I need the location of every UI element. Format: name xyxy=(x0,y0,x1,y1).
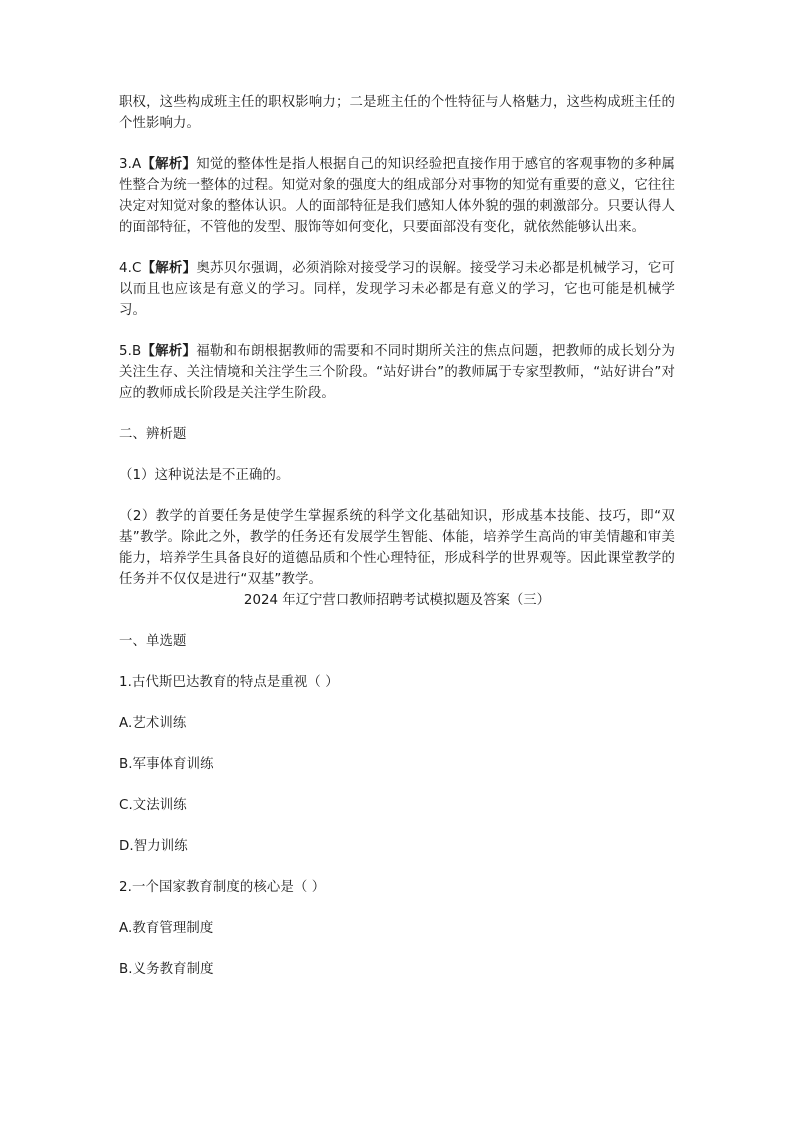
document-content xyxy=(119,92,675,980)
answer-4-explanation xyxy=(119,258,675,321)
exam-title: 2024 年辽宁营口教师招聘考试模拟题及答案（三） xyxy=(243,593,551,608)
section-heading-analysis: 二、辨析题 xyxy=(119,427,187,442)
question-2-option-b: B.义务教育制度 xyxy=(119,962,214,977)
question-2-option-a: A.教育管理制度 xyxy=(119,921,214,936)
question-1-option-a: A.艺术训练 xyxy=(119,716,187,731)
question-2-stem: 2.一个国家教育制度的核心是（ ） xyxy=(119,880,326,895)
answer-5-number: 5.B xyxy=(119,344,142,359)
answer-3-number: 3.A xyxy=(119,157,142,172)
question-1-option-b: B.军事体育训练 xyxy=(119,757,214,772)
analysis-point-2: （2）教学的首要任务是使学生掌握系统的科学文化基础知识，形成基本技能、技巧，即“双基”教学。除此之外，教学的任务还有发展学生智能、体能，培养学生高尚的审美情趣和审美能力，培养学生具备良好的道德品质和个性心理特征，形成科学的世界观等。因此课堂教学的任务并不仅仅是进行“双基”教学。 xyxy=(119,509,675,587)
answer-5-explanation xyxy=(119,341,675,404)
answer-3-tag: 【解析】 xyxy=(141,157,197,172)
answer-4-text: 奥苏贝尔强调，必须消除对接受学习的误解。接受学习未必都是机械学习，它可以而且也应该是有意义的学习。同样，发现学习未必都是有意义的学习，它也可能是机械学习。 xyxy=(119,261,675,318)
question-1-option-d: D.智力训练 xyxy=(119,839,188,854)
answer-4-tag: 【解析】 xyxy=(141,261,197,276)
section-heading-single-choice: 一、单选题 xyxy=(119,634,187,649)
answer-4-number: 4.C xyxy=(119,261,142,276)
question-1-option-c: C.文法训练 xyxy=(119,798,187,813)
answer-3-explanation xyxy=(119,154,675,238)
paragraph-continuation: 职权，这些构成班主任的职权影响力；二是班主任的个性特征与人格魅力，这些构成班主任的个性影响力。 xyxy=(119,95,675,131)
answer-5-text: 福勒和布朗根据教师的需要和不同时期所关注的焦点问题，把教师的成长划分为关注生存、关注情境和关注学生三个阶段。“站好讲台”的教师属于专家型教师，“站好讲台”对应的教师成长阶段是关注学生阶段。 xyxy=(119,344,675,401)
question-1-stem: 1.古代斯巴达教育的特点是重视（ ） xyxy=(119,675,339,690)
answer-3-text: 知觉的整体性是指人根据自己的知识经验把直接作用于感官的客观事物的多种属性整合为统一整体的过程。知觉对象的强度大的组成部分对事物的知觉有重要的意义，它往往决定对知觉对象的整体认识。人的面部特征是我们感知人体外貌的强的刺激部分。只要认得人的面部特征，不管他的发型、服饰等如何变化，只要面部没有变化，就依然能够认出来。 xyxy=(119,157,676,235)
analysis-point-1: （1）这种说法是不正确的。 xyxy=(119,468,290,483)
answer-5-tag: 【解析】 xyxy=(141,344,197,359)
